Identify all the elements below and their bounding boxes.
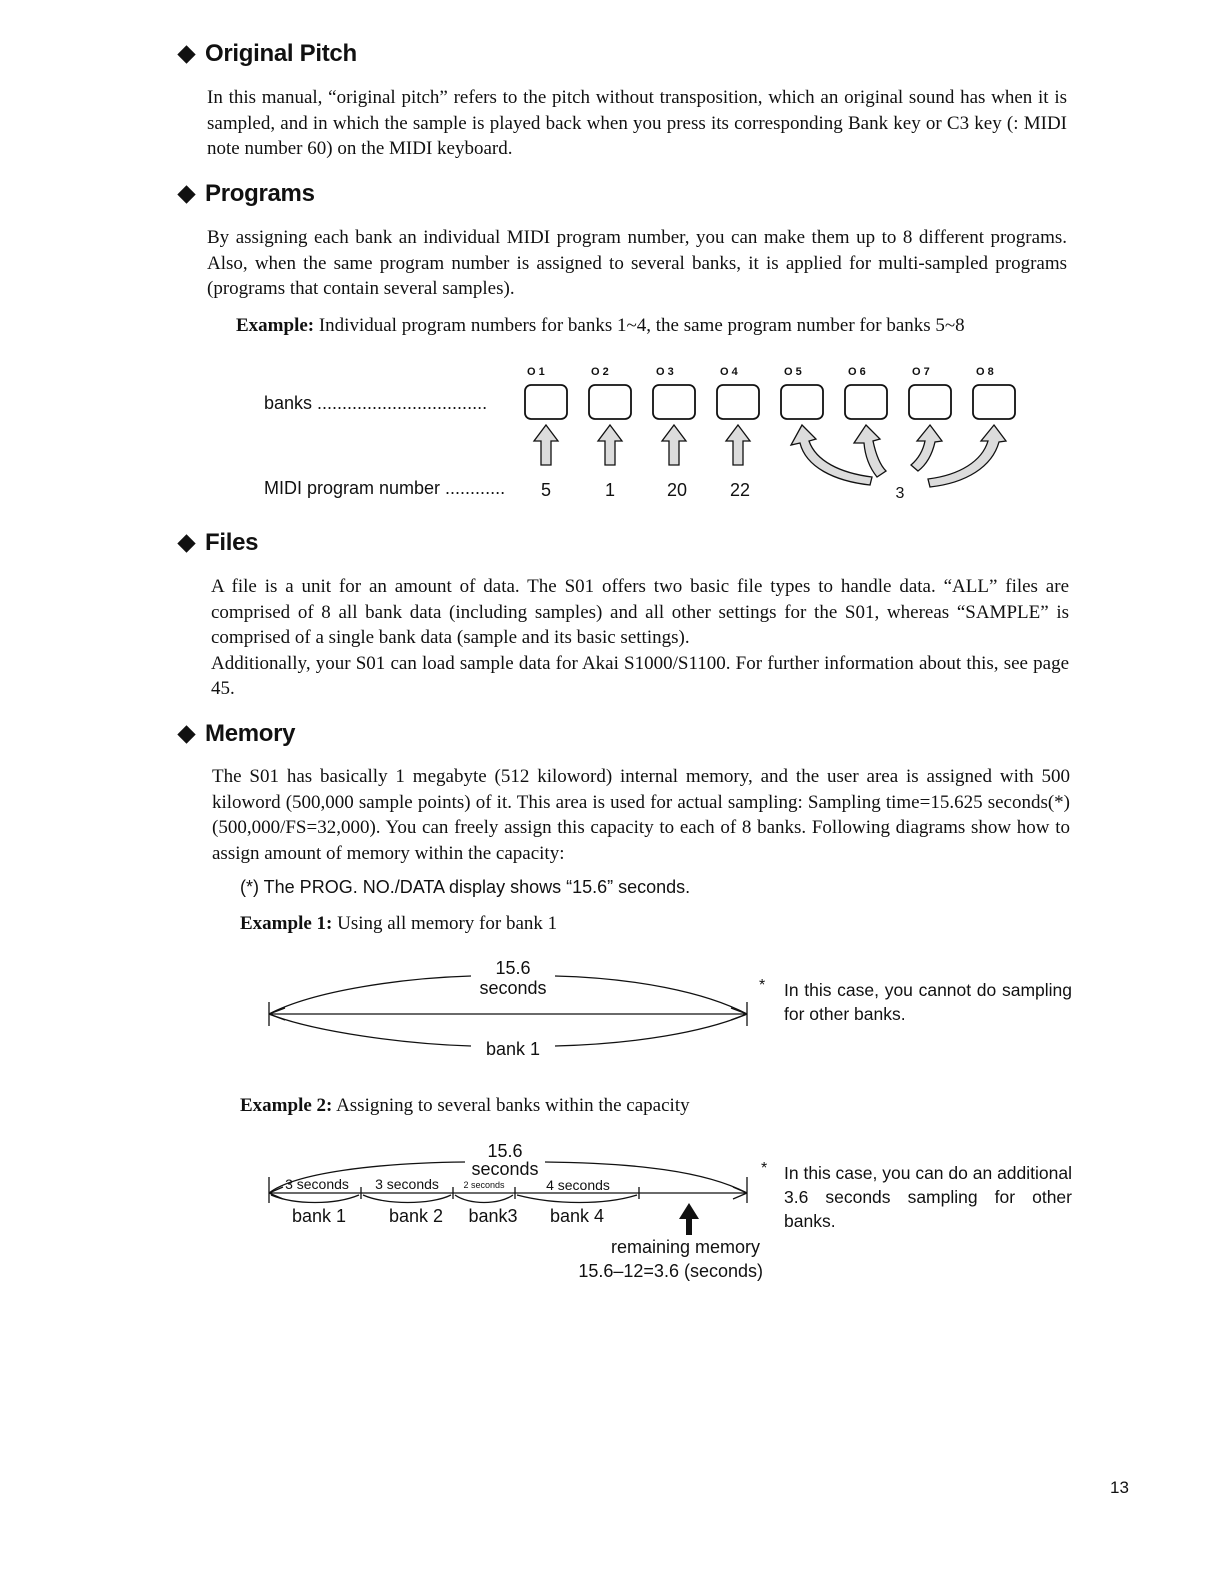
midi-program-label: MIDI program number ............ <box>264 478 506 498</box>
memory-example-2 <box>240 1093 940 1119</box>
paragraph-text: A file is a unit for an amount of data. The S01 offers two basic file types to handle data. “ALL” files are comprised of 8 all bank data (including samples) and all other settings for the S01, whereas “SAMPLE” is comprised of a single bank data (sample and its basic settings). <box>211 576 1069 648</box>
program-number-bank2: 1 <box>604 480 616 500</box>
curved-arrow-bank8-icon <box>928 425 1006 487</box>
example1-memory-diagram <box>255 952 775 1067</box>
diamond-bullet-icon <box>177 185 195 203</box>
heading-text: Programs <box>205 180 315 207</box>
segment-duration-bank3: 2 seconds <box>463 1180 505 1190</box>
program-number-bank1: 5 <box>540 480 552 500</box>
bank-number-7: O 7 <box>912 366 930 378</box>
bottom-brace-right <box>555 1014 747 1046</box>
segment-duration-bank4: 4 seconds <box>546 1177 610 1193</box>
bank-number-3: O 3 <box>656 366 674 378</box>
bank4-brace <box>517 1195 637 1203</box>
total-time-label: 15.6 <box>495 958 531 978</box>
bank2-brace <box>363 1195 451 1203</box>
remaining-memory-label: remaining memory <box>610 1237 760 1257</box>
up-arrow-icon <box>726 425 750 465</box>
paragraph-text: By assigning each bank an individual MIDI program number, you can make them up to 8 different programs. Also, when the same program number is assigned to several banks, it is applied for multi-sampled programs (programs that contain several samples). <box>207 227 1067 299</box>
up-arrow-icon <box>662 425 686 465</box>
bank-number-1: O 1 <box>527 366 545 378</box>
segment-bank-label-3: bank3 <box>468 1206 518 1226</box>
programs-paragraph <box>207 225 1067 302</box>
diamond-bullet-icon <box>177 45 195 63</box>
total-time-unit: seconds <box>479 978 547 998</box>
files-paragraph <box>211 574 1069 702</box>
programs-example <box>236 313 1076 339</box>
memory-footnote: (*) The PROG. NO./DATA display shows “15.6” seconds. <box>240 877 691 897</box>
section-heading-original-pitch <box>176 40 357 68</box>
diamond-bullet-icon <box>177 534 195 552</box>
top-brace-right <box>555 976 747 1014</box>
page-number: 13 <box>1110 1478 1129 1497</box>
remaining-memory-calculation: 15.6–12=3.6 (seconds) <box>578 1261 763 1281</box>
heading-text: Original Pitch <box>205 40 357 67</box>
paragraph-text: The S01 has basically 1 megabyte (512 kiloword) internal memory, and the user area is assigned with 500 kiloword (500,000 sample points) of it. This area is used for actual sampling: Sampling time=15.625 seconds(*) (500,000/FS=32,000). You can freely assign this capacity to each of 8 banks. Following diagrams show how to assign amount of memory within the capacity: <box>212 766 1070 864</box>
example1-note-mark: * <box>759 977 766 994</box>
bottom-brace-left <box>269 1014 471 1046</box>
up-arrow-icon <box>679 1203 699 1235</box>
example1-note: In this case, you cannot do sampling for other banks. <box>784 980 1072 1024</box>
bank-key-3 <box>653 385 695 419</box>
bank-number-5: O 5 <box>784 366 802 378</box>
bank-key-8 <box>973 385 1015 419</box>
paragraph-text: In this manual, “original pitch” refers to the pitch without transposition, which an original sound has when it is sampled, and in which the sample is played back when you press its corresponding Bank key or C3 key (: MIDI note number 60) on the MIDI keyboard. <box>207 87 1067 159</box>
bank-key-2 <box>589 385 631 419</box>
top-brace-left <box>269 976 471 1014</box>
bank3-brace <box>455 1195 513 1203</box>
memory-paragraph <box>212 764 1070 866</box>
program-number-bank3: 20 <box>666 480 688 500</box>
memory-example-1 <box>240 911 940 937</box>
bank-number-8: O 8 <box>976 366 994 378</box>
example2-note-mark: * <box>761 1160 768 1177</box>
curved-arrow-bank7-icon <box>911 425 942 471</box>
segment-bank-label-2: bank 2 <box>388 1206 444 1226</box>
bank-key-7 <box>909 385 951 419</box>
bank-number-2: O 2 <box>591 366 609 378</box>
up-arrow-icon <box>534 425 558 465</box>
program-number-bank4: 22 <box>729 480 751 500</box>
diamond-bullet-icon <box>177 725 195 743</box>
example-text: Individual program numbers for banks 1~4, the same program number for banks 5~8 <box>318 315 965 336</box>
bank1-brace <box>271 1195 359 1203</box>
up-arrow-icon <box>598 425 622 465</box>
section-heading-programs <box>176 180 315 208</box>
example-label: Example 1: <box>240 913 333 934</box>
example-text: Using all memory for bank 1 <box>337 913 558 934</box>
bank-key-1 <box>525 385 567 419</box>
total-time-label: 15.6 <box>487 1141 523 1161</box>
section-heading-files <box>176 529 258 557</box>
bank-number-6: O 6 <box>848 366 866 378</box>
example-label: Example 2: <box>240 1095 333 1116</box>
example2-memory-diagram <box>255 1135 775 1285</box>
segment-bank-label-4: bank 4 <box>549 1206 605 1226</box>
banks-label: banks .................................. <box>264 393 488 413</box>
example-label: Example: <box>236 315 315 336</box>
example2-note: In this case, you can do an additional 3.6 seconds sampling for other banks. <box>784 1163 1072 1231</box>
bank-key-5 <box>781 385 823 419</box>
original-pitch-paragraph <box>207 85 1067 162</box>
example-text: Assigning to several banks within the capacity <box>336 1095 690 1116</box>
bank-key-4 <box>717 385 759 419</box>
segment-duration-bank2: 3 seconds <box>375 1176 439 1192</box>
section-heading-memory <box>176 720 295 748</box>
segment-duration-bank1: 3 seconds <box>285 1176 349 1192</box>
curved-arrow-bank6-icon <box>854 425 886 477</box>
program-number-banks5-8: 3 <box>895 485 905 502</box>
bank-number-4: O 4 <box>720 366 738 378</box>
total-time-unit: seconds <box>471 1159 539 1179</box>
bank-key-6 <box>845 385 887 419</box>
heading-text: Memory <box>205 720 296 747</box>
paragraph-text: Additionally, your S01 can load sample data for Akai S1000/S1100. For further information about this, see page 45. <box>211 652 1069 699</box>
bank1-label: bank 1 <box>485 1039 541 1059</box>
heading-text: Files <box>205 529 259 556</box>
segment-bank-label-1: bank 1 <box>291 1206 347 1226</box>
bank-program-diagram <box>250 355 1040 515</box>
